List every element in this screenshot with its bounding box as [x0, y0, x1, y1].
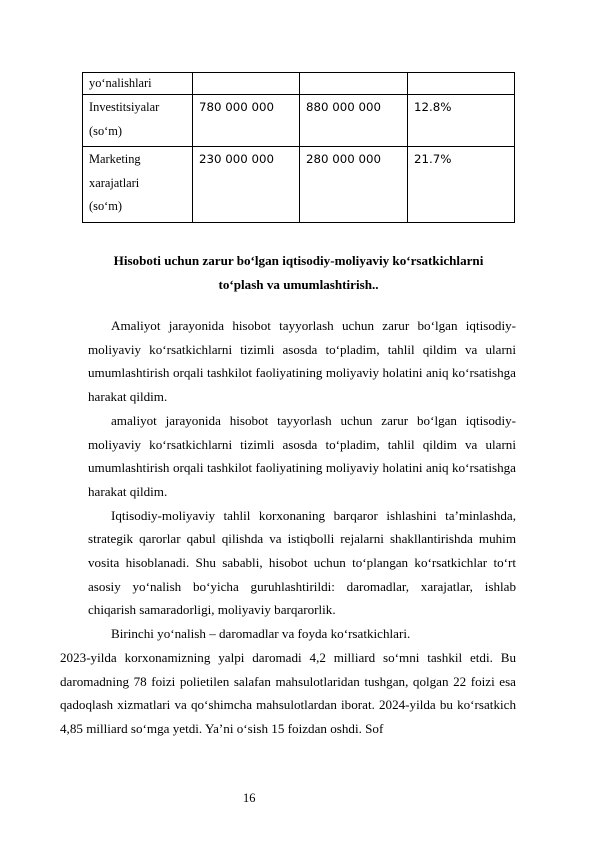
page-number: 16	[243, 791, 256, 805]
section-heading-line-1: Hisoboti uchun zarur bo‘lgan iqtisodiy-moliyaviy ko‘rsatkichlarni	[113, 253, 484, 268]
paragraph: 2023-yilda korxonamizning yalpi daromadi 4,2 milliard so‘mni tashkil etdi. Bu daromadning 78 foizi polietilen salafan mahsulotlaridan tushgan, qolgan 22 foizi esa qadoqlash xizmatlari va qo‘shimcha mahsulotlardan iborat. 2024-yilda bu ko‘rsatkich 4,85 milliard so‘mga yetdi. Ya’ni o‘sish 15 foizdan oshdi. Sof	[60, 649, 516, 736]
paragraph: Amaliyot jarayonida hisobot tayyorlash uchun zarur bo‘lgan iqtisodiy-moliyaviy ko‘rsatkichlarni tizimli asosda to‘pladim, tahlil qildim va ularni umumlashtirish orqali tashkilot faoliyatining moliyaviy holatini aniq ko‘rsatishga harakat qildim.	[88, 318, 516, 405]
cell-line: (so‘m)	[89, 123, 123, 138]
table-cell: 280 000 000	[300, 147, 408, 223]
table-cell: yo‘nalishlari	[83, 73, 193, 95]
table-cell	[408, 73, 515, 95]
table-cell: 21.7%	[408, 147, 515, 223]
section-heading-line-2: to‘plash va umumlashtirish..	[218, 277, 379, 292]
paragraph: Iqtisodiy-moliyaviy tahlil korxonaning barqaror ishlashini ta’minlashda, strategik qarorlar qabul qilishda va istiqbolli rejalarni shakllantirishda muhim vosita hisoblanadi. Shu sababli, hisobot uchun to‘plangan ko‘rsatkichlar to‘rt asosiy yo‘nalish bo‘yicha guruhlashtirildi: daromadlar, xarajatlar, ishlab chiqarish samaradorligi, moliyaviy barqarorlik.	[88, 507, 516, 618]
cell-line: xarajatlari	[89, 175, 140, 190]
table-cell: 12.8%	[408, 95, 515, 147]
table-row	[83, 95, 515, 147]
table-row	[83, 73, 515, 95]
cell-line: (so‘m)	[89, 199, 123, 213]
body-text	[60, 314, 516, 741]
table-cell	[83, 95, 193, 147]
paragraph: Birinchi yo‘nalish – daromadlar va foyda ko‘rsatkichlari.	[111, 626, 411, 642]
cell-line: Investitsiyalar	[89, 100, 160, 114]
table-cell: 880 000 000	[300, 95, 408, 147]
table-cell	[193, 73, 300, 95]
table-cell: 230 000 000	[193, 147, 300, 223]
table-cell: 780 000 000	[193, 95, 300, 147]
table-cell	[83, 147, 193, 223]
indicators-table	[82, 72, 515, 223]
cell-line: Marketing	[89, 152, 141, 166]
table-row	[83, 147, 515, 223]
table-cell	[300, 73, 408, 95]
paragraph: amaliyot jarayonida hisobot tayyorlash uchun zarur bo‘lgan iqtisodiy-moliyaviy ko‘rsatkichlarni tizimli asosda to‘pladim, tahlil qildim va ularni umumlashtirish orqali tashkilot faoliyatining moliyaviy holatini aniq ko‘rsatishga harakat qildim.	[88, 412, 516, 499]
